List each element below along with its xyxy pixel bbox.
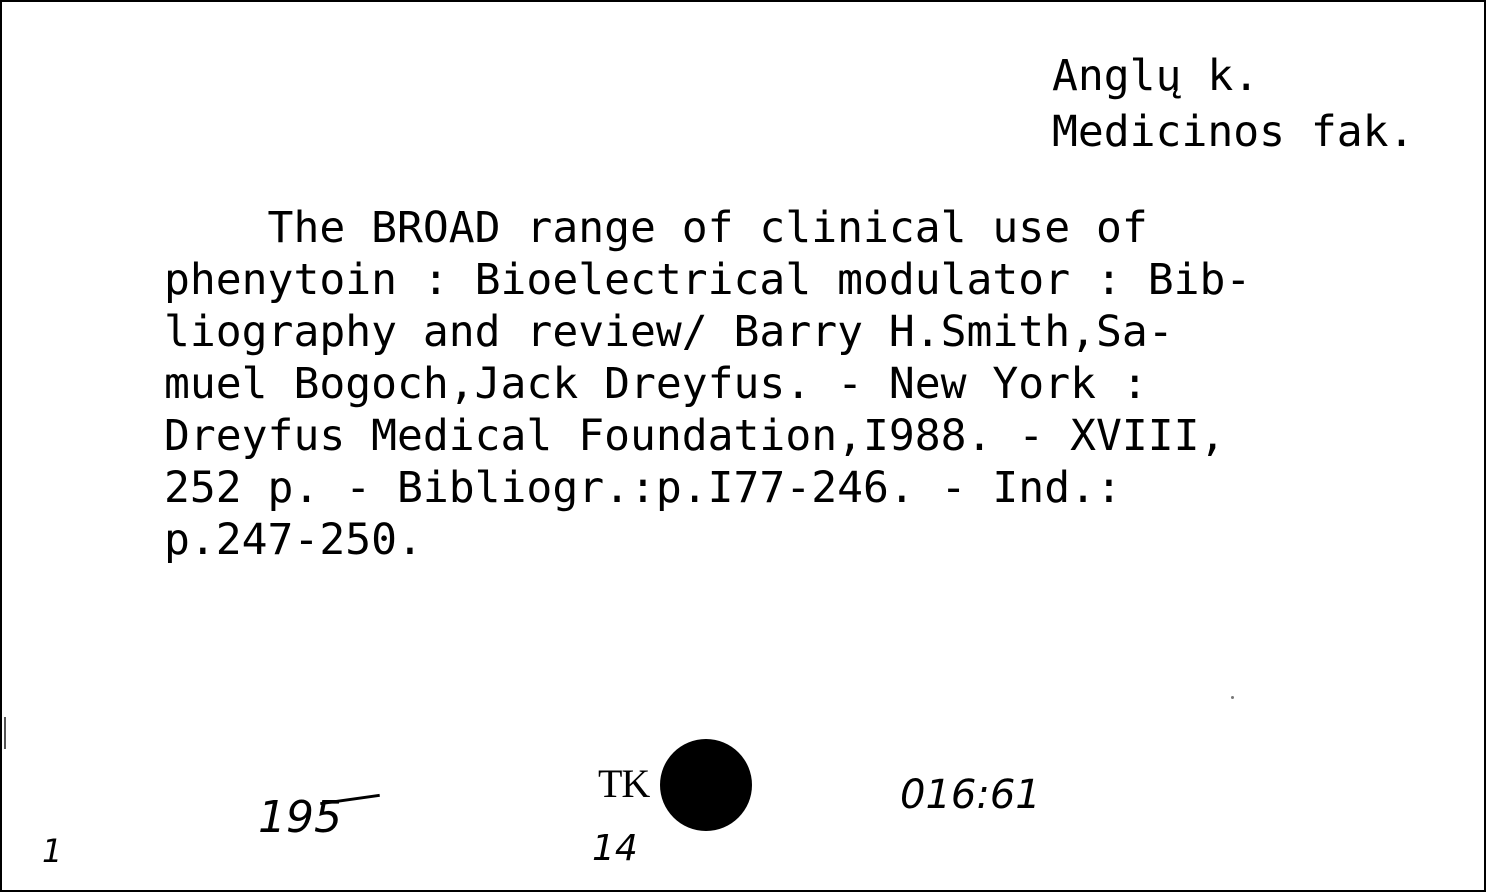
edge-mark [4, 717, 6, 749]
record-line: p.247-250. [164, 515, 423, 565]
record-line: muel Bogoch,Jack Dreyfus. - New York : [164, 359, 1148, 409]
stamp-dot [660, 739, 752, 831]
header-faculty: Medicinos fak. [1052, 107, 1415, 157]
record-line: Dreyfus Medical Foundation,I988. - XVIII, [164, 411, 1226, 461]
handwritten-stamp-number: 14 [592, 828, 638, 869]
bibliographic-record [164, 202, 1251, 566]
record-line: phenytoin : Bioelectrical modulator : Bib- [164, 255, 1252, 305]
record-line: liography and review/ Barry H.Smith,Sa- [164, 307, 1174, 357]
record-line: 252 p. - Bibliogr.:p.I77-246. - Ind.: [164, 463, 1122, 513]
handwritten-count: 195 [258, 792, 342, 843]
record-line: The BROAD range of clinical use of [164, 203, 1148, 253]
paper-speck [1231, 696, 1234, 699]
department-header [1052, 48, 1414, 160]
tk-stamp-label: TK [598, 761, 650, 806]
handwritten-left-mark: 1 [42, 832, 63, 870]
header-language: Anglų k. [1052, 51, 1260, 101]
handwritten-classification: 016:61 [900, 772, 1041, 818]
